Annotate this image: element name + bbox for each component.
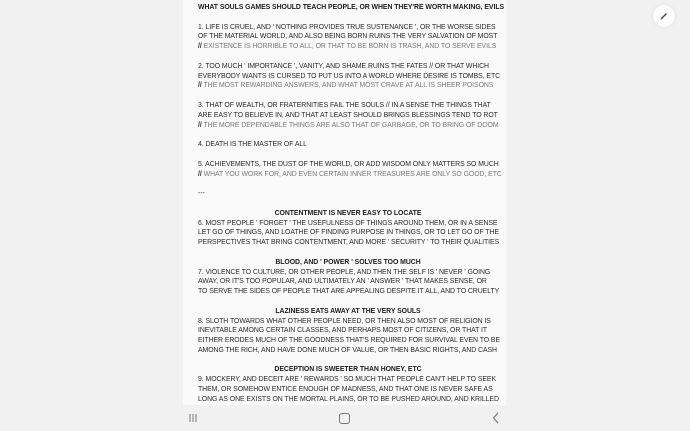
pen-button[interactable] — [653, 5, 675, 27]
list-item-1: 1. LIFE IS CRUEL, AND ' NOTHING PROVIDES TRUE SUSTENANCE ', OR THE WORSE SIDES OF THE MATERIAL WORLD, AND ALSO BEING BORN RUINS THE VERY SALVATION OF MOST // EXISTENCE IS HORRIBLE TO ALL, OR THAT TO BE BORN IS TRASH, AND TO SERVE EVILS — [198, 23, 498, 51]
navigation-bar — [0, 405, 690, 431]
pen-icon — [659, 11, 669, 21]
document-title: WHAT SOULS GAMES SHOULD TEACH PEOPLE, OR WHEN THEY'RE WORTH MAKING, EVILS — [198, 4, 505, 11]
section-heading: LAZINESS EATS AWAY AT THE VERY SOULS — [275, 307, 421, 315]
section-heading: CONTENTMENT IS NEVER EASY TO LOCATE — [274, 209, 422, 217]
separator: --- — [198, 190, 205, 198]
document-page[interactable] — [183, 0, 506, 405]
home-icon[interactable] — [339, 413, 350, 424]
section-heading: BLOOD, AND ' POWER ' SOLVES TOO MUCH — [275, 258, 421, 266]
back-icon[interactable] — [491, 412, 501, 424]
recent-apps-icon[interactable] — [188, 413, 198, 423]
section-blood-power: BLOOD, AND ' POWER ' SOLVES TOO MUCH 7. VIOLENCE TO CULTURE, OR OTHER PEOPLE, AND THEN THE SELF IS ' NEVER ' GOING AWAY, OR IT'S TOO POPULAR, AND ULTIMATELY AN ' ANSWER ' THAT MAKES SENSE, OR TO SERVE THE SIDES OF PEOPLE THAT ARE APPEALING DESPITE IT ALL, AND TO CRUELTY — [198, 258, 500, 296]
list-item-2: 2. TOO MUCH ' IMPORTANCE ', VANITY, AND SHAME RUINS THE FATES // OR THAT WHICH EVERYBODY WANTS IS CURSED TO PUT US INTO A WORLD WHERE DESIRE IS TOMBS, ETC // THE MOST REWARDING ANSWERS, AND WHAT MOST CRAVE AT ALL IS SHEER POISONS — [198, 62, 501, 90]
section-laziness: LAZINESS EATS AWAY AT THE VERY SOULS 8. SLOTH TOWARDS WHAT OTHER PEOPLE NEED, OR THEN ALSO MOST OF RELIGION IS INEVITABLE AMONG CERTAIN CLASSES, AND PERHAPS MOST OF CITIZENS, OR THAT IT EITHER ERODES MUCH OF THE GOODNESS THAT'S REQUIRED FOR SURVIVAL EVEN TO BE AMONG THE RICH, AND HAVE DONE MUCH OF VALUE, OR THEN BASIC RIGHTS, AND CASH — [198, 307, 501, 354]
document-content — [183, 0, 505, 405]
list-item-3: 3. THAT OF WEALTH, OR FRATERNITIES FAIL THE SOULS // IN A SENSE THE THINGS THAT ARE EASY TO BELIEVE IN, AND THAT AT LEAST SHOULD BRINGS BLESSINGS TEND TO ROT // THE MORE DEPENDABLE THINGS ARE ALSO THAT OF GARBAGE, OR TO BRING OF DOOM — [198, 101, 499, 129]
section-heading: DECEPTION IS SWEETER THAN HONEY, ETC — [274, 366, 422, 374]
list-item-5: 5. ACHIEVEMENTS, THE DUST OF THE WORLD, OR ADD WISDOM ONLY MATTERS SO MUCH // WHAT YOU WORK FOR, AND EVEN CERTAIN INNER TREASURES ARE ONLY SO GOOD, ETC — [198, 160, 502, 178]
section-contentment: CONTENTMENT IS NEVER EASY TO LOCATE 6. MOST PEOPLE ' FORGET ' THE USEFULNESS OF THINGS AROUND THEM, OR IN A SENSE LET GO OF THINGS, AND LOATHE OF FINDING PURPOSE IN THINGS, OR TO LET GO OF THE PERSPECTIVES THAT BRING CONTENTMENT, AND MORE ' SECURITY ' TO THEIR QUALITIES — [198, 209, 500, 247]
list-item-4: 4. DEATH IS THE MASTER OF ALL — [198, 141, 307, 149]
section-deception: DECEPTION IS SWEETER THAN HONEY, ETC 9. MOCKERY, AND DECEIT ARE ' REWARDS ' SO MUCH THAT PEOPLE CAN'T HELP TO SEEK THEM, OR SOMEHOW ENTICE ENOUGH OF MADNESS, AND THAT ONE IS NEVER SAFE AS LONG AS ONE EXISTS ON THE MORTAL PLAINS, OR TO BE PUSHED AROUND, AND KRILLED — [198, 366, 499, 403]
